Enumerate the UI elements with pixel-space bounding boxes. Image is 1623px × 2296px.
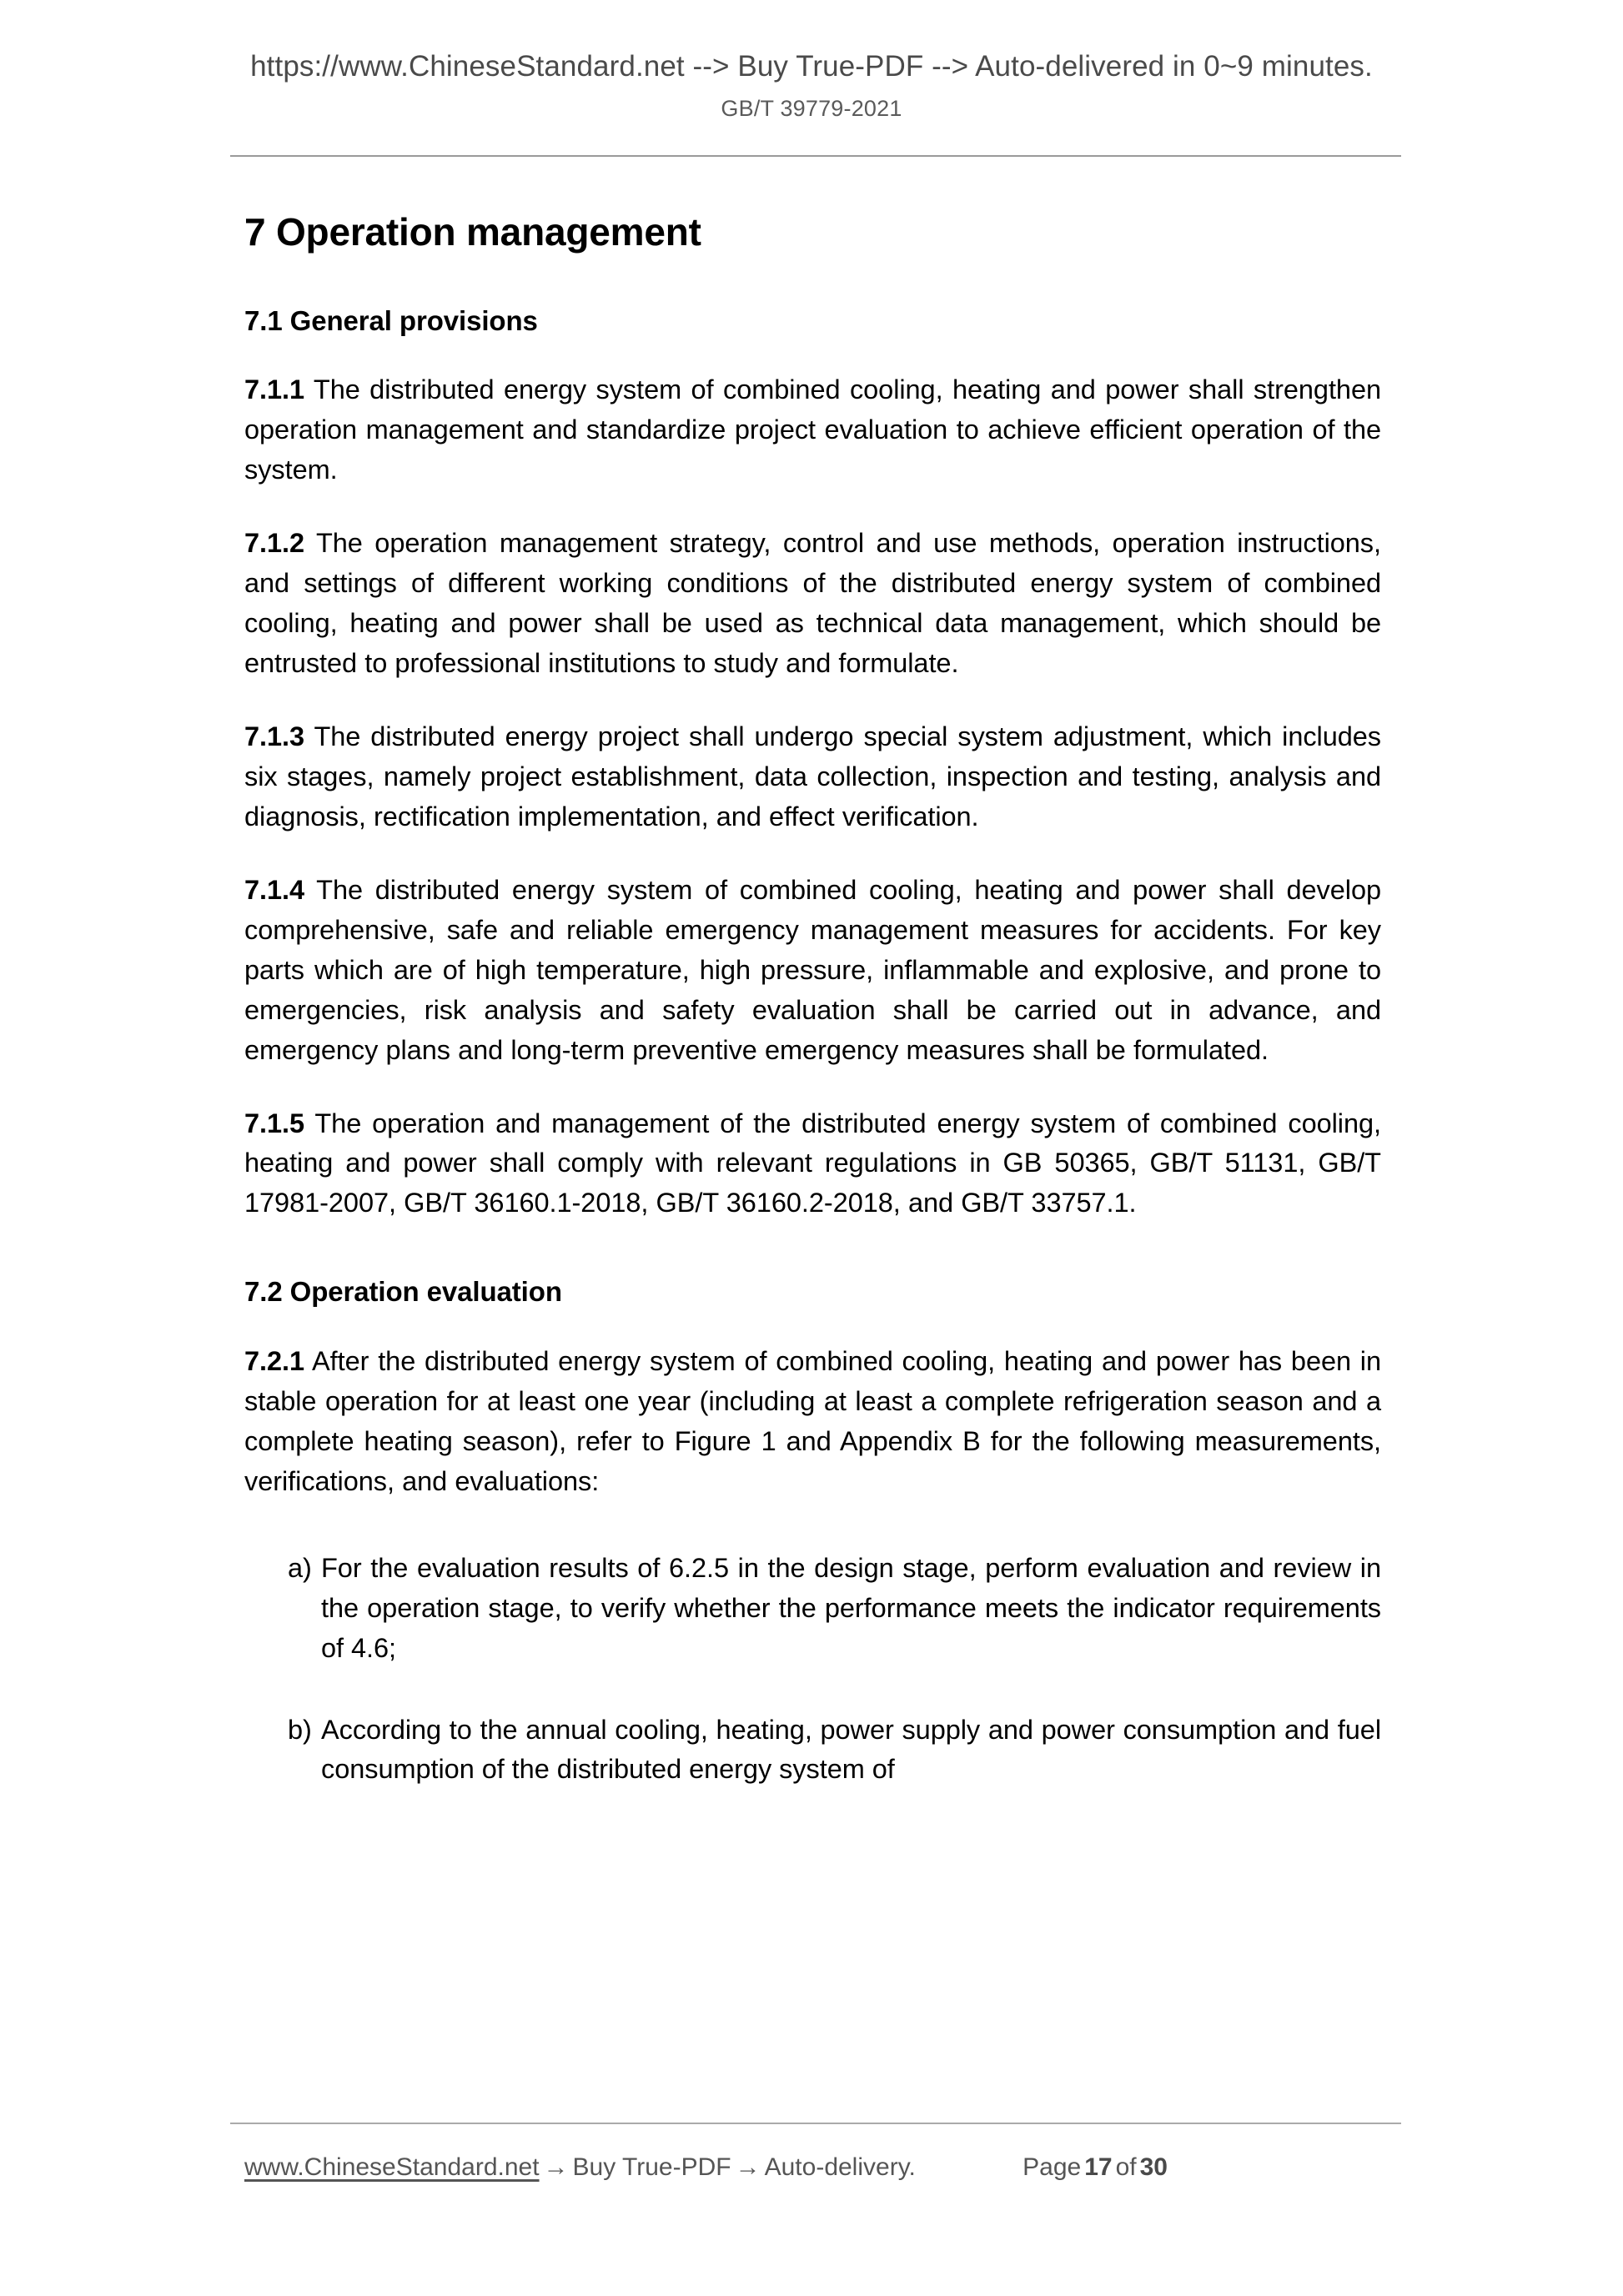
list-item-marker: b) — [288, 1714, 312, 1745]
page-total: 30 — [1139, 2153, 1168, 2181]
section-title-7-2: 7.2 Operation evaluation — [244, 1276, 562, 1308]
clause-number: 7.1.5 — [244, 1108, 305, 1138]
of-label: of — [1115, 2153, 1137, 2181]
clause-number: 7.1.1 — [244, 374, 305, 405]
clause-text: The operation management strategy, control and use methods, operation instructions, and settings of different working conditions of the distributed energy system of combined cooling, heating and power shall be used as technical data management, which should be entrusted to professional institutions to study and formulate. — [244, 528, 1381, 679]
clause-text: The distributed energy system of combined cooling, heating and power shall develop comprehensive, safe and reliable emergency management measures for accidents. For key parts which are of high temperature, high pressure, inflammable and explosive, and prone to emergencies, risk analysis and safety evaluation shall be carried out in advance, and emergency plans and long-term preventive emergency measures shall be formulated. — [244, 874, 1381, 1065]
page-number: 17 — [1084, 2153, 1113, 2181]
list-item-marker: a) — [288, 1552, 312, 1583]
footer-divider — [230, 2123, 1401, 2124]
chapter-title: 7 Operation management — [244, 210, 701, 254]
clause-7-1-3 — [244, 717, 1381, 837]
clause-7-1-4 — [244, 871, 1381, 1071]
clause-text: The operation and management of the distributed energy system of combined cooling, heating and power shall comply with relevant regulations in GB 50365, GB/T 51131, GB/T 17981-2007, GB/T 36160.1-2018, GB/T 36160.2-2018, and GB/T 33757.1. — [244, 1108, 1381, 1218]
clause-text: The distributed energy project shall undergo special system adjustment, which includes six stages, namely project establishment, data collection, inspection and testing, analysis and diagnosis, rectification implementation, and effect verification. — [244, 721, 1381, 831]
header-standard-code: GB/T 39779-2021 — [721, 95, 902, 121]
clause-number: 7.2.1 — [244, 1345, 305, 1376]
clause-number: 7.1.2 — [244, 528, 305, 559]
page-label: Page — [1023, 2153, 1082, 2181]
arrow-right-icon: → — [735, 2153, 761, 2181]
page-header — [0, 48, 1623, 122]
list-item-text: According to the annual cooling, heating, power supply and power consumption and fuel consumption of the distributed energy system of — [321, 1714, 1381, 1785]
header-promo-text: https://www.ChineseStandard.net --> Buy True-PDF --> Auto-delivered in 0~9 minutes. — [250, 50, 1373, 83]
clause-number: 7.1.4 — [244, 874, 305, 905]
list-item-text: For the evaluation results of 6.2.5 in the design stage, perform evaluation and review in the operation stage, to verify whether the performance meets the indicator requirements of 4.6; — [321, 1552, 1381, 1663]
clause-text: After the distributed energy system of combined cooling, heating and power has been in stable operation for at least one year (including at least a complete refrigeration season and a complete heating season), refer to Figure 1 and Appendix B for the following measurements, verifications, and evaluations: — [244, 1345, 1381, 1496]
clause-7-1-2 — [244, 524, 1381, 684]
list-item — [244, 1549, 1381, 1669]
clause-7-1-1 — [244, 370, 1381, 490]
footer-buy-text: Buy True-PDF — [572, 2153, 731, 2181]
clause-7-2-1 — [244, 1342, 1381, 1502]
page-footer — [244, 2153, 1395, 2182]
clause-text: The distributed energy system of combined cooling, heating and power shall strengthen operation management and standardize project evaluation to achieve efficient operation of the system. — [244, 374, 1381, 485]
footer-delivery-text: Auto-delivery. — [764, 2153, 916, 2181]
enumerated-list — [244, 1549, 1381, 1791]
clause-7-1-5 — [244, 1104, 1381, 1224]
footer-site-link[interactable]: www.ChineseStandard.net — [244, 2153, 540, 2181]
document-body — [244, 210, 1381, 1790]
page-indicator — [1023, 2153, 1171, 2182]
arrow-right-icon: → — [543, 2153, 569, 2181]
header-divider — [230, 155, 1401, 157]
section-title-7-1: 7.1 General provisions — [244, 304, 538, 336]
list-item — [244, 1711, 1381, 1791]
clause-number: 7.1.3 — [244, 721, 305, 752]
